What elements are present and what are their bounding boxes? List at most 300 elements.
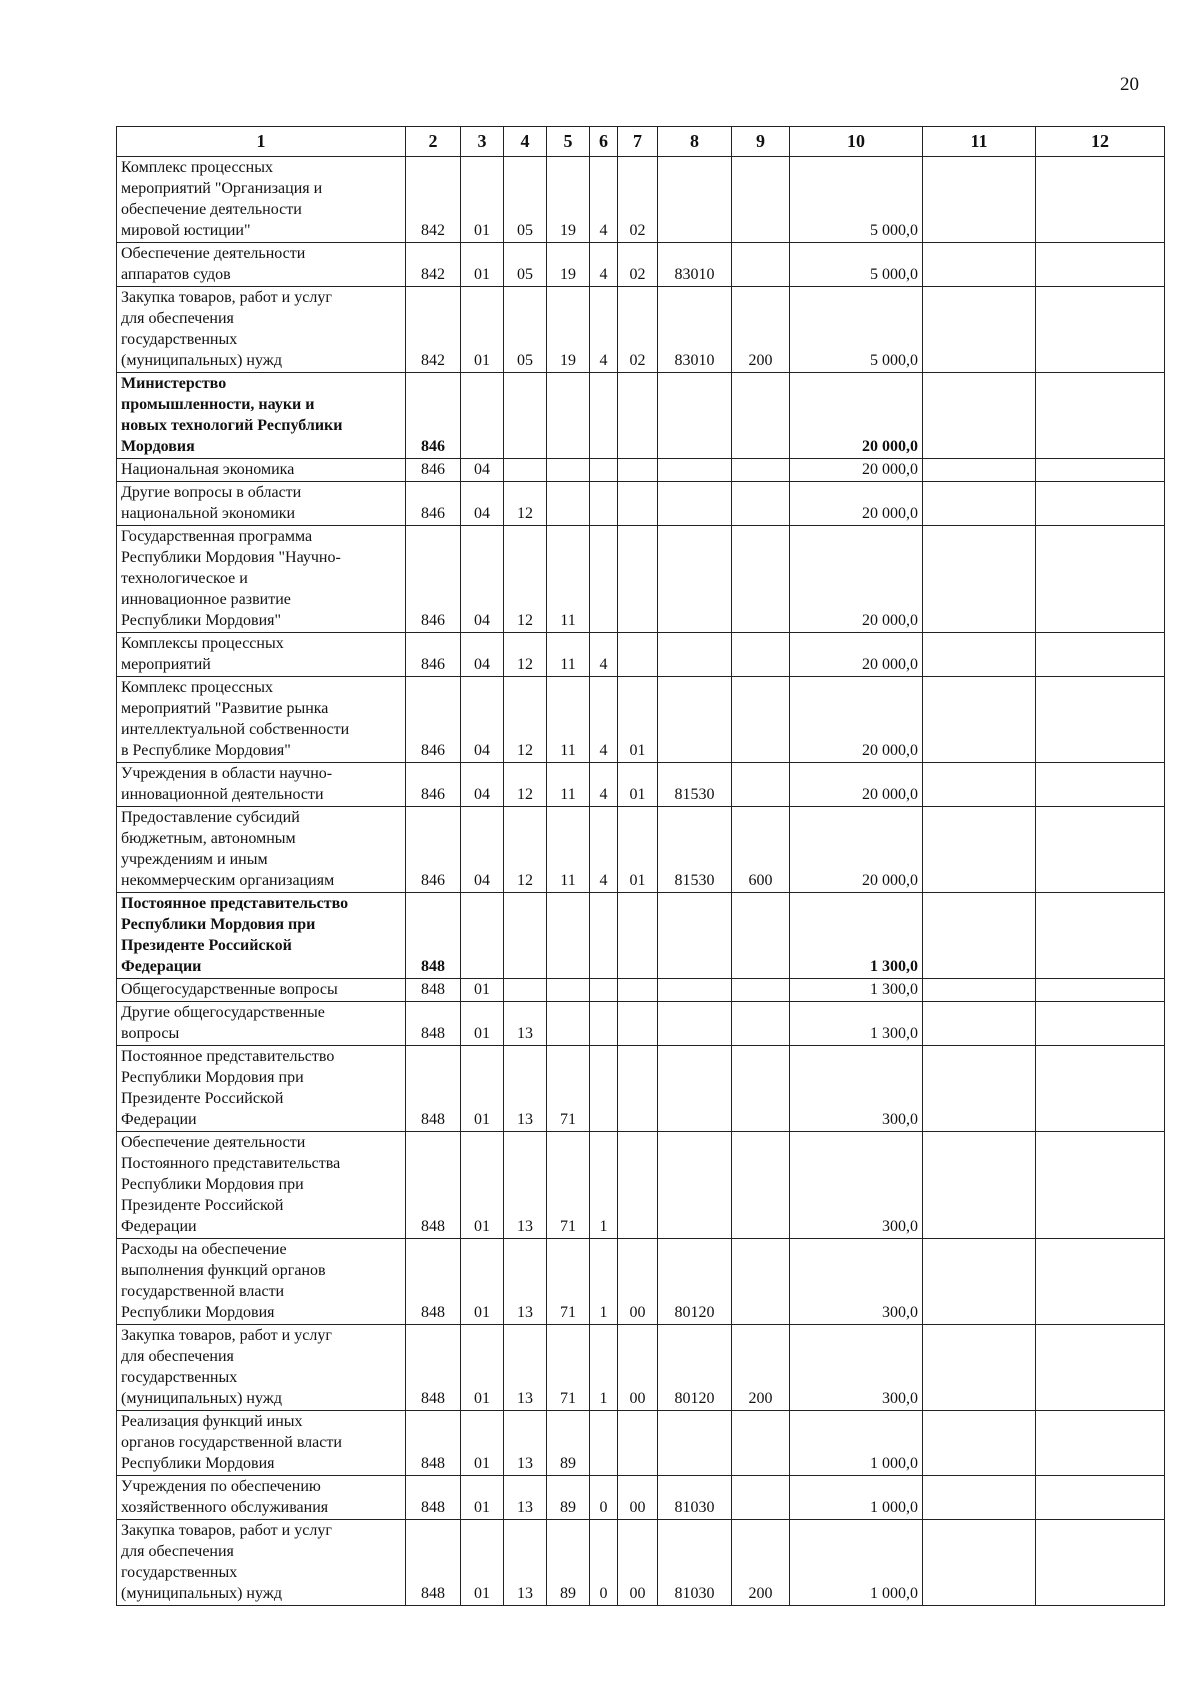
cell-subprogram: 4	[590, 763, 618, 807]
column-header: 12	[1036, 127, 1165, 157]
cell-column-11	[923, 677, 1036, 763]
cell-subprogram	[590, 893, 618, 979]
item-name-line: инновационной деятельности	[121, 786, 324, 803]
item-name-line: новых технологий Республики	[121, 417, 343, 434]
cell-expense-type	[732, 526, 790, 633]
cell-program: 89	[547, 1476, 590, 1520]
cell-program: 11	[547, 677, 590, 763]
cell-item-name	[117, 373, 406, 459]
cell-column-12	[1036, 633, 1165, 677]
cell-expense-type: 200	[732, 1325, 790, 1411]
cell-subprogram	[590, 459, 618, 482]
cell-direction	[658, 373, 732, 459]
cell-column-11	[923, 482, 1036, 526]
item-name-line: вопросы	[121, 1025, 180, 1042]
cell-subsection: 13	[504, 1476, 547, 1520]
cell-column-12	[1036, 807, 1165, 893]
item-name-line: мировой юстиции"	[121, 222, 251, 239]
item-name-line: национальной экономики	[121, 505, 296, 522]
item-name-line: аппаратов судов	[121, 266, 231, 283]
table-row	[117, 373, 1165, 459]
cell-event	[618, 1046, 658, 1132]
cell-amount: 20 000,0	[790, 763, 923, 807]
cell-column-11	[923, 526, 1036, 633]
cell-event: 01	[618, 677, 658, 763]
item-name-line: Закупка товаров, работ и услуг	[121, 1327, 332, 1344]
cell-chapter: 01	[461, 157, 504, 243]
cell-expense-type: 200	[732, 287, 790, 373]
cell-subprogram: 4	[590, 807, 618, 893]
item-name-line: Учреждения по обеспечению	[121, 1478, 321, 1495]
cell-event	[618, 633, 658, 677]
cell-item-name	[117, 1325, 406, 1411]
item-name-line: мероприятий	[121, 656, 211, 673]
cell-subsection: 05	[504, 287, 547, 373]
cell-program: 19	[547, 157, 590, 243]
cell-expense-type	[732, 763, 790, 807]
cell-column-12	[1036, 677, 1165, 763]
cell-section-code: 846	[406, 459, 461, 482]
column-header: 2	[406, 127, 461, 157]
cell-section-code: 842	[406, 287, 461, 373]
cell-expense-type: 600	[732, 807, 790, 893]
cell-event	[618, 893, 658, 979]
cell-item-name	[117, 1239, 406, 1325]
cell-subprogram	[590, 373, 618, 459]
item-name-line: выполнения функций органов	[121, 1262, 326, 1279]
table-row	[117, 287, 1165, 373]
cell-column-11	[923, 1002, 1036, 1046]
cell-chapter	[461, 373, 504, 459]
cell-chapter: 01	[461, 1520, 504, 1606]
cell-column-12	[1036, 893, 1165, 979]
cell-column-12	[1036, 1239, 1165, 1325]
cell-subsection	[504, 373, 547, 459]
cell-column-12	[1036, 157, 1165, 243]
cell-subsection	[504, 459, 547, 482]
cell-event	[618, 459, 658, 482]
cell-expense-type	[732, 893, 790, 979]
cell-column-12	[1036, 1476, 1165, 1520]
cell-column-12	[1036, 1520, 1165, 1606]
item-name-line: промышленности, науки и	[121, 396, 315, 413]
cell-column-11	[923, 1325, 1036, 1411]
cell-program: 71	[547, 1325, 590, 1411]
cell-event: 01	[618, 807, 658, 893]
item-name-line: государственных	[121, 1369, 238, 1386]
item-name-line: некоммерческим организациям	[121, 872, 335, 889]
cell-expense-type	[732, 1411, 790, 1476]
cell-column-12	[1036, 373, 1165, 459]
item-name-line: органов государственной власти	[121, 1434, 342, 1451]
cell-program: 89	[547, 1520, 590, 1606]
table-row	[117, 459, 1165, 482]
cell-item-name	[117, 1002, 406, 1046]
cell-program: 11	[547, 807, 590, 893]
cell-subsection: 12	[504, 633, 547, 677]
table-row	[117, 1132, 1165, 1239]
table-row	[117, 893, 1165, 979]
table-row	[117, 979, 1165, 1002]
cell-expense-type	[732, 979, 790, 1002]
cell-event: 02	[618, 287, 658, 373]
cell-column-11	[923, 1239, 1036, 1325]
cell-item-name	[117, 893, 406, 979]
cell-event: 00	[618, 1476, 658, 1520]
cell-item-name	[117, 677, 406, 763]
item-name-line: Учреждения в области научно-	[121, 765, 333, 782]
item-name-line: Постоянного представительства	[121, 1155, 341, 1172]
cell-item-name	[117, 526, 406, 633]
cell-subprogram: 1	[590, 1132, 618, 1239]
item-name-line: Республики Мордовия"	[121, 612, 282, 629]
cell-column-12	[1036, 1046, 1165, 1132]
cell-chapter: 01	[461, 1325, 504, 1411]
table-row	[117, 1046, 1165, 1132]
cell-direction: 81030	[658, 1520, 732, 1606]
cell-section-code: 846	[406, 763, 461, 807]
cell-expense-type	[732, 243, 790, 287]
item-name-line: государственной власти	[121, 1283, 285, 1300]
cell-column-11	[923, 157, 1036, 243]
cell-expense-type	[732, 1002, 790, 1046]
cell-expense-type	[732, 1476, 790, 1520]
table-row	[117, 633, 1165, 677]
cell-chapter: 04	[461, 807, 504, 893]
item-name-line: Обеспечение деятельности	[121, 1134, 306, 1151]
cell-program	[547, 459, 590, 482]
cell-expense-type	[732, 459, 790, 482]
cell-subsection: 12	[504, 677, 547, 763]
cell-chapter: 01	[461, 1476, 504, 1520]
cell-amount: 20 000,0	[790, 459, 923, 482]
cell-subsection: 13	[504, 1325, 547, 1411]
column-header: 7	[618, 127, 658, 157]
item-name-line: для обеспечения	[121, 1348, 234, 1365]
cell-amount: 1 300,0	[790, 1002, 923, 1046]
cell-section-code: 848	[406, 1132, 461, 1239]
item-name-line: Постоянное представительство	[121, 1048, 335, 1065]
cell-column-11	[923, 1411, 1036, 1476]
cell-column-11	[923, 1132, 1036, 1239]
cell-subsection: 13	[504, 1002, 547, 1046]
cell-program: 19	[547, 287, 590, 373]
cell-subsection: 13	[504, 1411, 547, 1476]
item-name-line: государственных	[121, 1564, 238, 1581]
cell-event: 02	[618, 157, 658, 243]
item-name-line: Президенте Российской	[121, 1090, 284, 1107]
item-name-line: Предоставление субсидий	[121, 809, 300, 826]
cell-amount: 1 300,0	[790, 893, 923, 979]
cell-column-12	[1036, 459, 1165, 482]
cell-column-11	[923, 893, 1036, 979]
item-name-line: Комплекс процессных	[121, 679, 273, 696]
cell-item-name	[117, 1046, 406, 1132]
column-header: 11	[923, 127, 1036, 157]
cell-chapter: 01	[461, 979, 504, 1002]
cell-item-name	[117, 157, 406, 243]
budget-table	[116, 126, 1165, 1606]
column-header: 3	[461, 127, 504, 157]
cell-column-11	[923, 373, 1036, 459]
table-body	[117, 157, 1165, 1606]
cell-column-11	[923, 633, 1036, 677]
cell-item-name	[117, 287, 406, 373]
item-name-line: Республики Мордовия	[121, 1455, 275, 1472]
cell-section-code: 842	[406, 157, 461, 243]
item-name-line: инновационное развитие	[121, 591, 291, 608]
cell-subsection: 05	[504, 157, 547, 243]
cell-item-name	[117, 763, 406, 807]
cell-event	[618, 373, 658, 459]
cell-item-name	[117, 633, 406, 677]
cell-amount: 1 300,0	[790, 979, 923, 1002]
cell-direction	[658, 526, 732, 633]
cell-amount: 300,0	[790, 1132, 923, 1239]
cell-subsection: 12	[504, 482, 547, 526]
cell-program	[547, 979, 590, 1002]
item-name-line: (муниципальных) нужд	[121, 352, 282, 369]
cell-direction: 81530	[658, 763, 732, 807]
cell-subprogram	[590, 526, 618, 633]
cell-subsection: 05	[504, 243, 547, 287]
cell-expense-type	[732, 1046, 790, 1132]
cell-amount: 1 000,0	[790, 1520, 923, 1606]
cell-subprogram	[590, 1411, 618, 1476]
cell-chapter: 04	[461, 677, 504, 763]
cell-event: 00	[618, 1520, 658, 1606]
cell-amount: 300,0	[790, 1325, 923, 1411]
cell-direction: 80120	[658, 1325, 732, 1411]
cell-subsection: 13	[504, 1046, 547, 1132]
item-name-line: Расходы на обеспечение	[121, 1241, 287, 1258]
cell-amount: 1 000,0	[790, 1411, 923, 1476]
cell-direction	[658, 157, 732, 243]
item-name-line: Республики Мордовия	[121, 1304, 275, 1321]
item-name-line: Мордовия	[121, 438, 195, 455]
item-name-line: Президенте Российской	[121, 1197, 284, 1214]
column-header: 8	[658, 127, 732, 157]
cell-event	[618, 1411, 658, 1476]
cell-section-code: 846	[406, 526, 461, 633]
cell-expense-type	[732, 1239, 790, 1325]
cell-item-name	[117, 1132, 406, 1239]
cell-chapter: 04	[461, 459, 504, 482]
item-name-line: (муниципальных) нужд	[121, 1585, 282, 1602]
item-name-line: бюджетным, автономным	[121, 830, 296, 847]
cell-subsection: 13	[504, 1520, 547, 1606]
cell-amount: 20 000,0	[790, 677, 923, 763]
cell-subprogram	[590, 1002, 618, 1046]
cell-item-name	[117, 1411, 406, 1476]
cell-section-code: 846	[406, 807, 461, 893]
cell-chapter: 01	[461, 243, 504, 287]
cell-column-11	[923, 979, 1036, 1002]
cell-direction: 80120	[658, 1239, 732, 1325]
cell-section-code: 848	[406, 1476, 461, 1520]
cell-chapter	[461, 893, 504, 979]
cell-direction	[658, 459, 732, 482]
cell-subprogram: 1	[590, 1325, 618, 1411]
cell-item-name	[117, 243, 406, 287]
cell-chapter: 01	[461, 287, 504, 373]
cell-program	[547, 482, 590, 526]
cell-subprogram: 1	[590, 1239, 618, 1325]
cell-item-name	[117, 482, 406, 526]
header-row	[117, 127, 1165, 157]
cell-event	[618, 526, 658, 633]
cell-event: 00	[618, 1239, 658, 1325]
item-name-line: Постоянное представительство	[121, 895, 349, 912]
item-name-line: хозяйственного обслуживания	[121, 1499, 329, 1516]
cell-subprogram: 4	[590, 157, 618, 243]
cell-subprogram: 0	[590, 1520, 618, 1606]
item-name-line: обеспечение деятельности	[121, 201, 302, 218]
item-name-line: Республики Мордовия при	[121, 916, 316, 933]
cell-subsection: 12	[504, 763, 547, 807]
cell-direction	[658, 1132, 732, 1239]
column-header: 6	[590, 127, 618, 157]
cell-section-code: 848	[406, 979, 461, 1002]
table-row	[117, 1325, 1165, 1411]
cell-section-code: 848	[406, 1520, 461, 1606]
item-name-line: Реализация функций иных	[121, 1413, 303, 1430]
table-row	[117, 1239, 1165, 1325]
table-row	[117, 1002, 1165, 1046]
item-name-line: Другие вопросы в области	[121, 484, 302, 501]
cell-direction: 81030	[658, 1476, 732, 1520]
cell-subprogram: 4	[590, 243, 618, 287]
item-name-line: Государственная программа	[121, 528, 313, 545]
cell-expense-type: 200	[732, 1520, 790, 1606]
column-header: 1	[117, 127, 406, 157]
cell-chapter: 01	[461, 1411, 504, 1476]
item-name-line: Обеспечение деятельности	[121, 245, 306, 262]
cell-direction	[658, 1002, 732, 1046]
cell-subprogram: 4	[590, 677, 618, 763]
cell-column-12	[1036, 1325, 1165, 1411]
table-row	[117, 482, 1165, 526]
item-name-line: Закупка товаров, работ и услуг	[121, 1522, 332, 1539]
cell-item-name	[117, 459, 406, 482]
cell-amount: 5 000,0	[790, 287, 923, 373]
cell-item-name	[117, 979, 406, 1002]
item-name-line: мероприятий "Организация и	[121, 180, 323, 197]
item-name-line: технологическое и	[121, 570, 248, 587]
item-name-line: Министерство	[121, 375, 227, 392]
item-name-line: для обеспечения	[121, 310, 234, 327]
cell-section-code: 842	[406, 243, 461, 287]
cell-program	[547, 893, 590, 979]
cell-column-11	[923, 1520, 1036, 1606]
table-row	[117, 763, 1165, 807]
cell-expense-type	[732, 1132, 790, 1239]
table-row	[117, 1476, 1165, 1520]
cell-item-name	[117, 1476, 406, 1520]
cell-section-code: 848	[406, 1325, 461, 1411]
cell-column-12	[1036, 1132, 1165, 1239]
cell-amount: 20 000,0	[790, 807, 923, 893]
cell-expense-type	[732, 677, 790, 763]
cell-column-12	[1036, 526, 1165, 633]
cell-column-11	[923, 287, 1036, 373]
cell-item-name	[117, 807, 406, 893]
cell-event	[618, 482, 658, 526]
item-name-line: Федерации	[121, 1218, 197, 1235]
cell-direction	[658, 893, 732, 979]
cell-amount: 20 000,0	[790, 633, 923, 677]
cell-column-12	[1036, 763, 1165, 807]
table-row	[117, 243, 1165, 287]
cell-program: 11	[547, 526, 590, 633]
cell-amount: 20 000,0	[790, 482, 923, 526]
item-name-line: государственных	[121, 331, 238, 348]
cell-chapter: 01	[461, 1002, 504, 1046]
item-name-line: мероприятий "Развитие рынка	[121, 700, 329, 717]
table-row	[117, 1411, 1165, 1476]
cell-subprogram	[590, 1046, 618, 1132]
cell-program: 71	[547, 1239, 590, 1325]
cell-direction	[658, 979, 732, 1002]
cell-program	[547, 373, 590, 459]
cell-subprogram: 4	[590, 287, 618, 373]
item-name-line: Комплекс процессных	[121, 159, 273, 176]
item-name-line: в Республике Мордовия"	[121, 742, 291, 759]
cell-column-11	[923, 763, 1036, 807]
cell-direction	[658, 633, 732, 677]
cell-amount: 1 000,0	[790, 1476, 923, 1520]
column-header: 5	[547, 127, 590, 157]
cell-direction	[658, 677, 732, 763]
item-name-line: Закупка товаров, работ и услуг	[121, 289, 332, 306]
column-header: 10	[790, 127, 923, 157]
item-name-line: учреждениям и иным	[121, 851, 268, 868]
column-header: 9	[732, 127, 790, 157]
item-name-line: Президенте Российской	[121, 937, 292, 954]
cell-chapter: 04	[461, 482, 504, 526]
cell-program	[547, 1002, 590, 1046]
cell-event: 01	[618, 763, 658, 807]
cell-chapter: 01	[461, 1046, 504, 1132]
item-name-line: Республики Мордовия "Научно-	[121, 549, 341, 566]
cell-column-11	[923, 459, 1036, 482]
item-name-line: Федерации	[121, 1111, 197, 1128]
cell-amount: 5 000,0	[790, 157, 923, 243]
cell-expense-type	[732, 482, 790, 526]
cell-event	[618, 979, 658, 1002]
item-name-line: Другие общегосударственные	[121, 1004, 325, 1021]
cell-column-12	[1036, 482, 1165, 526]
cell-subprogram	[590, 482, 618, 526]
item-name-line: Национальная экономика	[121, 461, 295, 478]
cell-column-11	[923, 1046, 1036, 1132]
cell-event	[618, 1132, 658, 1239]
item-name-line: Комплексы процессных	[121, 635, 284, 652]
cell-direction: 83010	[658, 243, 732, 287]
cell-direction	[658, 482, 732, 526]
cell-expense-type	[732, 633, 790, 677]
cell-chapter: 04	[461, 763, 504, 807]
cell-expense-type	[732, 157, 790, 243]
cell-section-code: 848	[406, 1411, 461, 1476]
cell-section-code: 846	[406, 677, 461, 763]
cell-column-11	[923, 243, 1036, 287]
item-name-line: Республики Мордовия при	[121, 1176, 304, 1193]
cell-section-code: 846	[406, 482, 461, 526]
cell-section-code: 848	[406, 893, 461, 979]
cell-section-code: 848	[406, 1239, 461, 1325]
cell-direction: 81530	[658, 807, 732, 893]
